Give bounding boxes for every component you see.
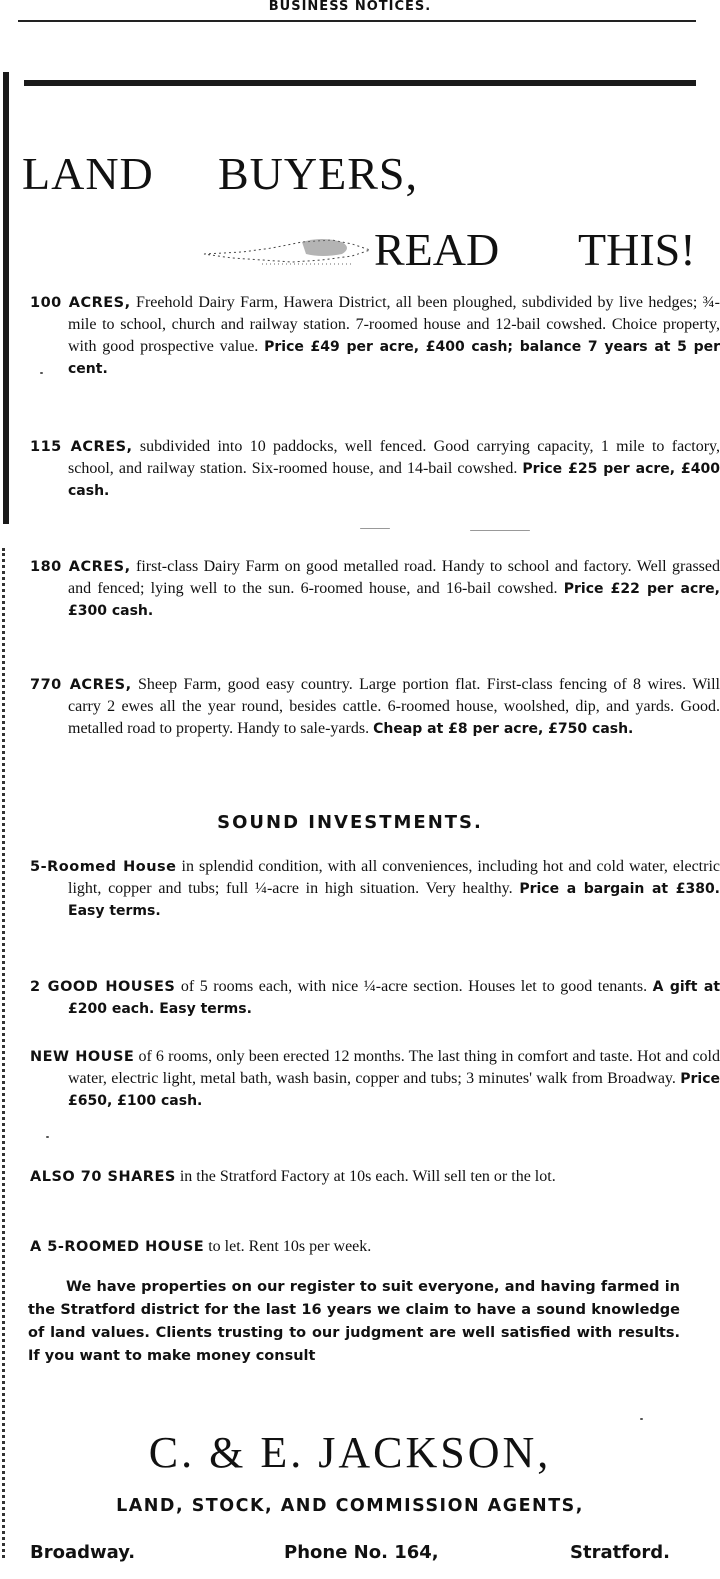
firm-phone: Phone No. 164, [284, 1542, 439, 1563]
listing-lead: 5-Roomed House [30, 859, 177, 875]
listing-770-acres [30, 674, 720, 740]
listing-price: Price a bargain at £380. Easy terms. [68, 881, 720, 919]
listing-lead: 100 ACRES, [30, 295, 131, 311]
listing-body: in splendid condition, with all conveniences, including hot and cold water, electric light, copper and tubs; full ¼-acre in high situation. Very healthy. [68, 858, 720, 897]
print-speck [470, 530, 530, 531]
print-speck [40, 372, 43, 374]
listing-price: Price £22 per acre, £300 cash. [68, 581, 720, 619]
headline-word-this: THIS! [578, 224, 696, 275]
listing-price: Price £49 per acre, £400 cash; balance 7 years at 5 per cent. [68, 339, 720, 377]
firm-name: C. & E. JACKSON, [148, 1428, 552, 1477]
listing-lead: 180 ACRES, [30, 559, 131, 575]
investment-5-roomed-house-to-let [30, 1236, 720, 1258]
investment-new-house [30, 1046, 720, 1112]
listing-body: subdivided into 10 paddocks, well fenced. Good carrying capacity, 1 mile to factory, school, and railway station. Six-roomed house, and 14-bail cowshed. [68, 438, 720, 477]
listing-body: to let. Rent 10s per week. [204, 1238, 372, 1255]
section-header: BUSINESS NOTICES. [268, 0, 432, 14]
left-border-bar [3, 72, 9, 524]
listing-lead: 770 ACRES, [30, 677, 132, 693]
print-speck [360, 528, 390, 529]
headline-word-read: READ [374, 224, 500, 275]
listing-body: of 6 rooms, only been erected 12 months. The last thing in comfort and taste. Hot and cold water, electric light, metal bath, wash basin, copper and tubs; 3 minutes' walk from Broadway. [68, 1048, 720, 1087]
investment-2-good-houses [30, 976, 720, 1020]
sound-investments-heading: SOUND INVESTMENTS. [217, 812, 483, 833]
left-border-dotted [2, 548, 8, 1558]
listing-115-acres [30, 436, 720, 502]
listing-lead: NEW HOUSE [30, 1049, 135, 1065]
listing-body: in the Stratford Factory at 10s each. Will sell ten or the lot. [175, 1168, 556, 1185]
headline-word-land: LAND [22, 148, 154, 199]
listing-lead: 115 ACRES, [30, 439, 133, 455]
listing-lead: A 5-ROOMED HOUSE [30, 1239, 205, 1255]
listing-100-acres [30, 292, 720, 380]
listing-body: of 5 rooms each, with nice ¼-acre section. Houses let to good tenants. [175, 978, 653, 995]
closing-paragraph: We have properties on our register to suit everyone, and having farmed in the Stratford district for the last 16 years we claim to have a sound knowledge of land values. Clients trusting to our judgment are well satisfied with results. If you want to make money consult [28, 1279, 680, 1364]
print-speck [640, 1418, 643, 1420]
listing-body: Sheep Farm, good easy country. Large portion flat. First-class fencing of 8 wires. Will carry 2 ewes all the year round, besides cattle. 6-roomed house, woolshed, dip, and yards. Good. metalled road to property. Handy to sale-yards. [68, 676, 720, 737]
investment-5-roomed-house [30, 856, 720, 922]
top-border-rule [24, 80, 696, 86]
print-speck [46, 1136, 49, 1138]
header-rule [18, 20, 696, 22]
pointing-hand-ornament-icon [202, 234, 372, 266]
listing-price: A gift at £200 each. Easy terms. [68, 979, 720, 1017]
listing-180-acres [30, 556, 720, 622]
listing-price: Price £25 per acre, £400 cash. [68, 461, 720, 499]
listing-body: first-class Dairy Farm on good metalled road. Handy to school and factory. Well grassed and fenced; lying well to the sun. 6-roomed house, and 16-bail cowshed. [68, 558, 720, 597]
headline-word-buyers: BUYERS, [218, 148, 418, 199]
firm-town: Stratford. [570, 1542, 670, 1563]
firm-street: Broadway. [30, 1542, 136, 1563]
headline-line-1 [22, 146, 682, 202]
listing-lead: 2 GOOD HOUSES [30, 979, 176, 995]
listing-body: Freehold Dairy Farm, Hawera District, all been ploughed, subdivided by live hedges; ¾-mile to school, church and railway station. 7-roomed house and 12-bail cowshed. Choice property, with good prospective value. [68, 294, 720, 355]
firm-description: LAND, STOCK, AND COMMISSION AGENTS, [116, 1496, 584, 1516]
investment-70-shares [30, 1166, 720, 1188]
listing-price: Cheap at £8 per acre, £750 cash. [373, 721, 634, 737]
listing-lead: ALSO 70 SHARES [30, 1169, 176, 1185]
listing-price: Price £650, £100 cash. [68, 1071, 720, 1109]
